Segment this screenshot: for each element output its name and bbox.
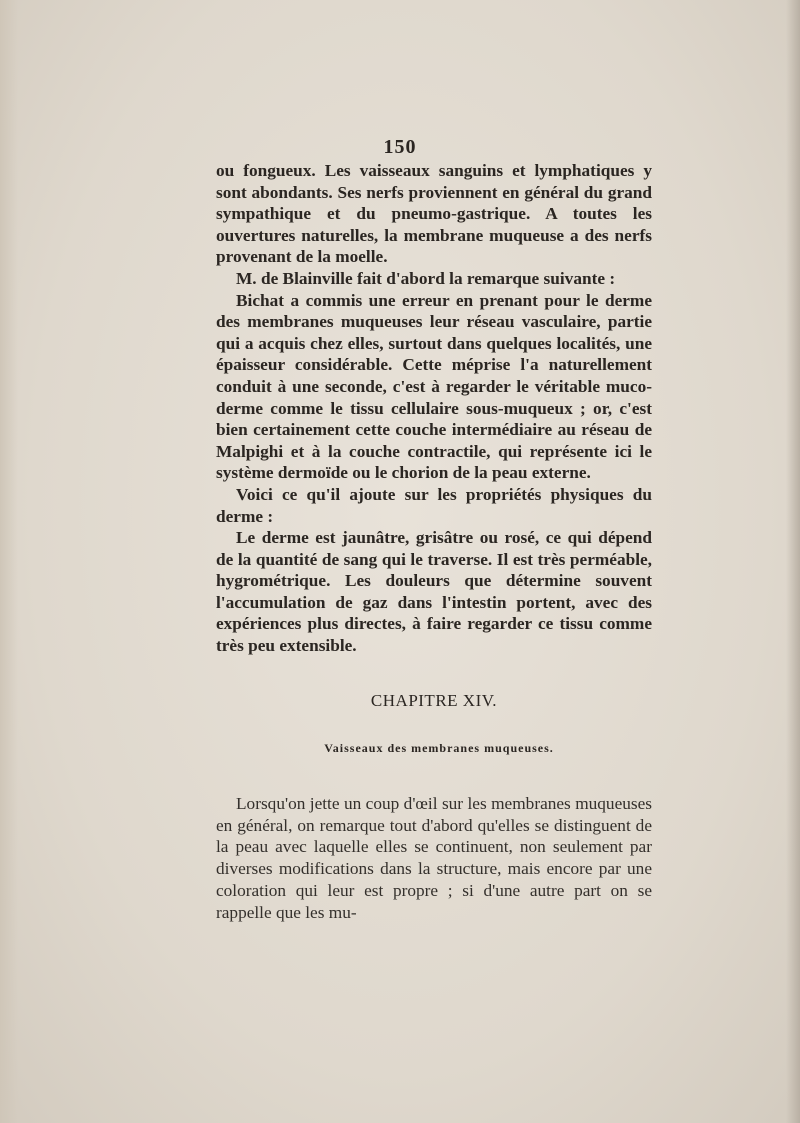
- body-text-top: [216, 160, 652, 657]
- page-edge-left: [0, 0, 18, 1123]
- paragraph-6: Lorsqu'on jette un coup d'œil sur les membranes muqueuses en général, on remarque tout d'abord qu'elles se distinguent de la peau avec laquelle elles se continuent, non seulement par diverses modifications dans la structure, mais encore par une coloration qui leur est propre ; si d'une autre part on se rappelle que les mu-: [216, 794, 652, 922]
- paragraph-1: ou fongueux. Les vaisseaux sanguins et lymphatiques y sont abondants. Ses nerfs proviennent en général du grand sympathique et du pneumo-gastrique. A toutes les ouvertures naturelles, la membrane muqueuse a des nerfs provenant de la moelle.: [216, 161, 652, 267]
- paragraph-5: Le derme est jaunâtre, grisâtre ou rosé, ce qui dépend de la quantité de sang qui le traverse. Il est très perméable, hygrométrique. Les douleurs que détermine souvent l'accumulation de gaz dans l'intestin portent, avec des expériences plus directes, à faire regarder ce tissu comme très peu extensible.: [216, 528, 652, 656]
- chapter-title: CHAPITRE XIV.: [370, 691, 498, 710]
- body-text-bottom: [216, 793, 652, 923]
- paragraph-4: Voici ce qu'il ajoute sur les propriétés physiques du derme :: [216, 484, 652, 526]
- page-edge-right: [786, 0, 800, 1123]
- chapter-subtitle: Vaisseaux des membranes muqueuses.: [324, 741, 554, 755]
- page-number: 150: [383, 136, 417, 158]
- paragraph-3: Bichat a commis une erreur en prenant pour le derme des membranes muqueuses leur réseau vasculaire, partie qui a acquis chez elles, surtout dans quelques localités, une épaisseur considérable. Cette méprise l'a naturellement conduit à une seconde, c'est à regarder le véritable muco-derme comme le tissu cellulaire sous-muqueux ; or, c'est bien certainement cette couche intermédiaire au réseau de Malpighi et à la couche contractile, qui représente ici le système dermoïde ou le chorion de la peau externe.: [216, 290, 652, 483]
- paragraph-2: M. de Blainville fait d'abord la remarque suivante :: [236, 268, 616, 288]
